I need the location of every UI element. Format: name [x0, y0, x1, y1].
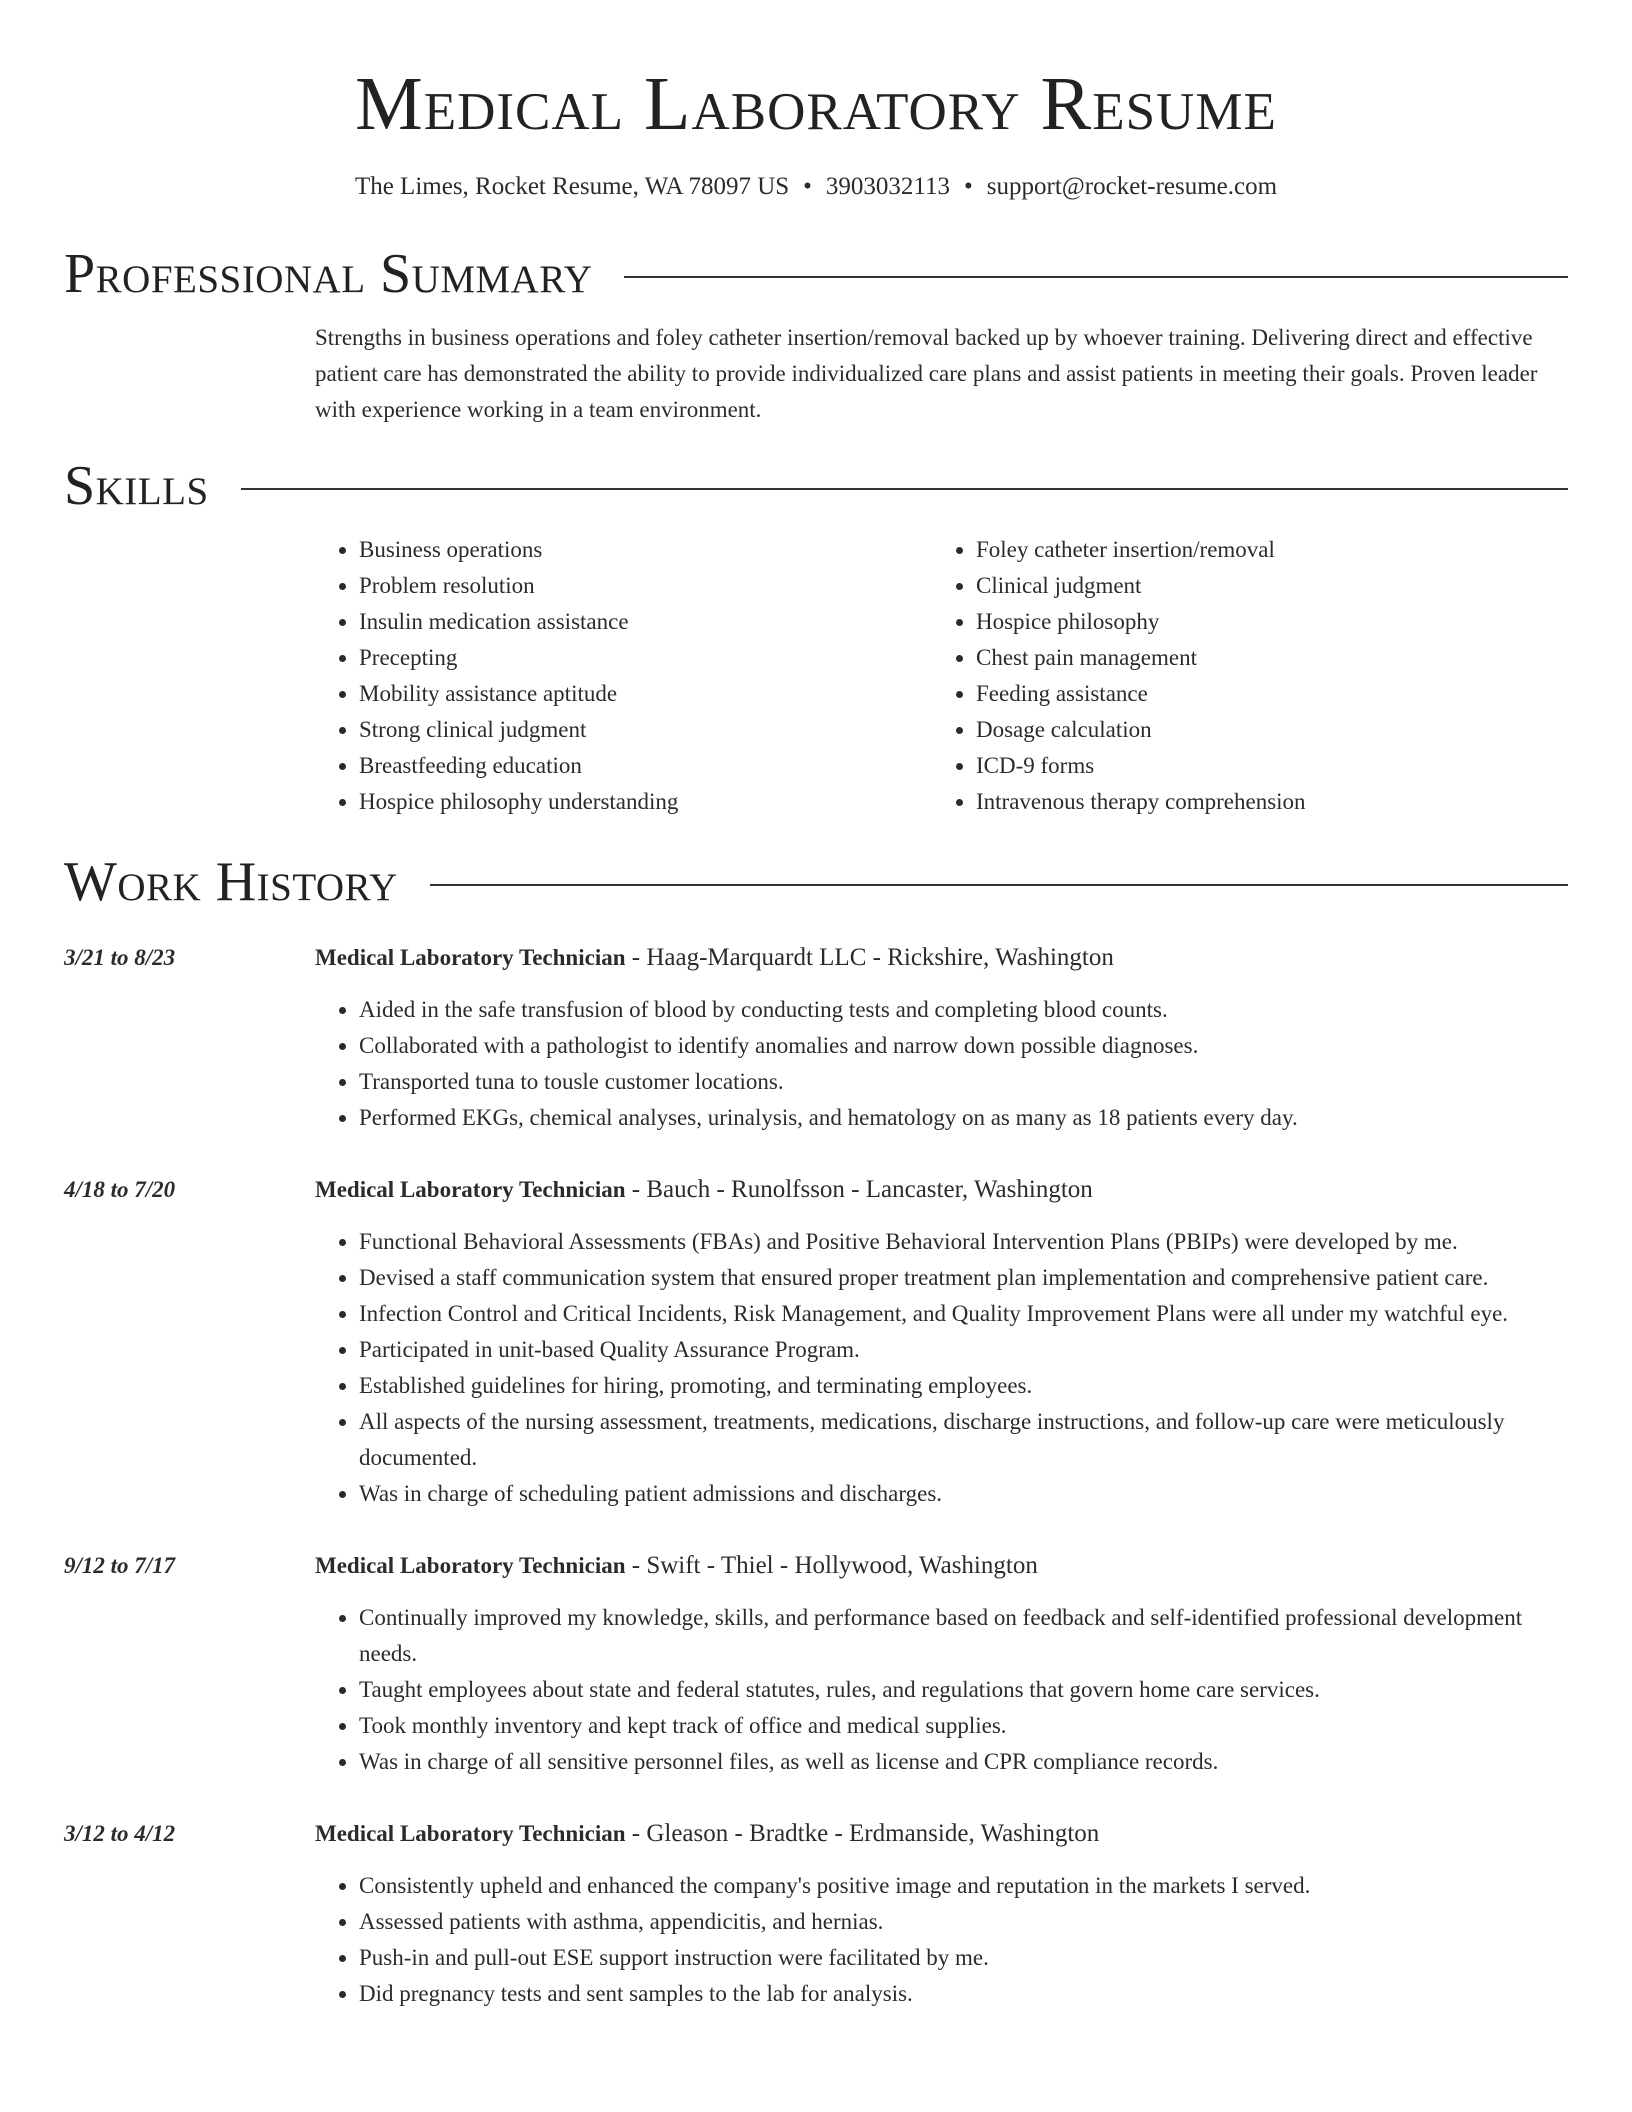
resume-page: [64, 0, 1568, 2012]
job-employer: - Swift - Thiel - Hollywood, Washington: [625, 1552, 1038, 1579]
job-bullet: • Collaborated with a pathologist to identify anomalies and narrow down possible diagnoses.: [359, 1028, 1568, 1064]
skill-item: • Problem resolution: [359, 568, 932, 604]
skills-list-right: [932, 532, 1549, 820]
job-bullet: • Functional Behavioral Assessments (FBAs) and Positive Behavioral Intervention Plans (PBIPs) were developed by me.: [359, 1224, 1568, 1260]
job-bullet: • Aided in the safe transfusion of blood by conducting tests and completing blood counts.: [359, 992, 1568, 1028]
job-entry: [64, 1172, 1568, 1512]
job-entry: [64, 1816, 1568, 2012]
job-bullet: • Participated in unit-based Quality Assurance Program.: [359, 1332, 1568, 1368]
job-title: Medical Laboratory Technician: [315, 1553, 626, 1578]
job-heading: [315, 940, 1568, 976]
job-body: [315, 1816, 1568, 2012]
skill-item: • Breastfeeding education: [359, 748, 932, 784]
skill-item: • Mobility assistance aptitude: [359, 676, 932, 712]
section-divider: [241, 488, 1568, 490]
skill-item: • Foley catheter insertion/removal: [976, 532, 1549, 568]
job-dates: 9/12 to 7/17: [64, 1553, 176, 1578]
job-bullet: • All aspects of the nursing assessment, treatments, medications, discharge instructions, and follow-up care were meticulously documented.: [359, 1404, 1568, 1476]
summary-heading: Professional Summary: [64, 243, 593, 305]
skill-item: • Hospice philosophy understanding: [359, 784, 932, 820]
skill-item: • Strong clinical judgment: [359, 712, 932, 748]
job-bullet: • Transported tuna to tousle customer locations.: [359, 1064, 1568, 1100]
job-title: Medical Laboratory Technician: [315, 1821, 626, 1846]
job-entry: [64, 1548, 1568, 1780]
job-bullet: • Infection Control and Critical Incidents, Risk Management, and Quality Improvement Plans were all under my watchful eye.: [359, 1296, 1568, 1332]
skills-grid: [315, 532, 1568, 820]
job-bullet: • Performed EKGs, chemical analyses, urinalysis, and hematology on as many as 18 patients every day.: [359, 1100, 1568, 1136]
job-bullet: • Did pregnancy tests and sent samples to the lab for analysis.: [359, 1976, 1568, 2012]
job-title: Medical Laboratory Technician: [315, 945, 626, 970]
contact-separator: •: [803, 173, 812, 200]
skill-item: • Hospice philosophy: [976, 604, 1549, 640]
job-bullet: • Devised a staff communication system that ensured proper treatment plan implementation and comprehensive patient care.: [359, 1260, 1568, 1296]
work-section-header: [64, 852, 1568, 912]
job-body: [315, 1548, 1568, 1780]
job-body: [315, 940, 1568, 1136]
section-divider: [430, 884, 1568, 886]
job-title: Medical Laboratory Technician: [315, 1177, 626, 1202]
skill-item: • Insulin medication assistance: [359, 604, 932, 640]
skill-item: • Precepting: [359, 640, 932, 676]
job-employer: - Gleason - Bradtke - Erdmanside, Washington: [625, 1820, 1100, 1847]
job-heading: [315, 1548, 1568, 1584]
job-bullets: [315, 992, 1568, 1136]
job-heading: [315, 1172, 1568, 1208]
skill-item: • ICD-9 forms: [976, 748, 1549, 784]
skill-item: • Business operations: [359, 532, 932, 568]
job-bullet: • Was in charge of scheduling patient admissions and discharges.: [359, 1476, 1568, 1512]
job-dates: 3/21 to 8/23: [64, 945, 176, 970]
job-bullet: • Push-in and pull-out ESE support instruction were facilitated by me.: [359, 1940, 1568, 1976]
skills-section-header: [64, 456, 1568, 516]
job-dates: 4/18 to 7/20: [64, 1177, 176, 1202]
job-bullet: • Took monthly inventory and kept track of office and medical supplies.: [359, 1708, 1568, 1744]
job-bullets: [315, 1600, 1568, 1780]
job-bullet: • Established guidelines for hiring, promoting, and terminating employees.: [359, 1368, 1568, 1404]
job-employer: - Bauch - Runolfsson - Lancaster, Washington: [625, 1176, 1093, 1203]
work-history-list: [64, 940, 1568, 2012]
contact-address: The Limes, Rocket Resume, WA 78097 US: [354, 173, 790, 200]
job-bullet: • Continually improved my knowledge, skills, and performance based on feedback and self-identified professional development needs.: [359, 1600, 1568, 1672]
contact-email: support@rocket-resume.com: [986, 173, 1278, 200]
job-dates: 3/12 to 4/12: [64, 1821, 176, 1846]
job-employer: - Haag-Marquardt LLC - Rickshire, Washington: [625, 944, 1114, 971]
job-bullet: • Assessed patients with asthma, appendicitis, and hernias.: [359, 1904, 1568, 1940]
skills-list-left: [315, 532, 932, 820]
contact-separator: •: [964, 173, 973, 200]
skill-item: • Chest pain management: [976, 640, 1549, 676]
job-entry: [64, 940, 1568, 1136]
section-divider: [624, 276, 1568, 278]
job-bullets: [315, 1868, 1568, 2012]
skill-item: • Dosage calculation: [976, 712, 1549, 748]
skill-item: • Feeding assistance: [976, 676, 1549, 712]
job-body: [315, 1172, 1568, 1512]
skills-heading: Skills: [64, 455, 209, 517]
resume-title: Medical Laboratory Resume: [355, 62, 1277, 146]
work-heading: Work History: [64, 851, 398, 913]
job-bullets: [315, 1224, 1568, 1512]
contact-line: [64, 172, 1568, 202]
summary-text: Strengths in business operations and foley catheter insertion/removal backed up by whoever training. Delivering direct and effective patient care has demonstrated the ability to provide individualized care plans and assist patients in meeting their goals. Proven leader with experience working in a team environment.: [315, 325, 1538, 422]
summary-section-header: [64, 244, 1568, 304]
skill-item: • Clinical judgment: [976, 568, 1549, 604]
contact-phone: 3903032113: [825, 173, 950, 200]
job-heading: [315, 1816, 1568, 1852]
skill-item: • Intravenous therapy comprehension: [976, 784, 1549, 820]
job-bullet: • Consistently upheld and enhanced the company's positive image and reputation in the markets I served.: [359, 1868, 1568, 1904]
job-bullet: • Taught employees about state and federal statutes, rules, and regulations that govern home care services.: [359, 1672, 1568, 1708]
job-bullet: • Was in charge of all sensitive personnel files, as well as license and CPR compliance records.: [359, 1744, 1568, 1780]
